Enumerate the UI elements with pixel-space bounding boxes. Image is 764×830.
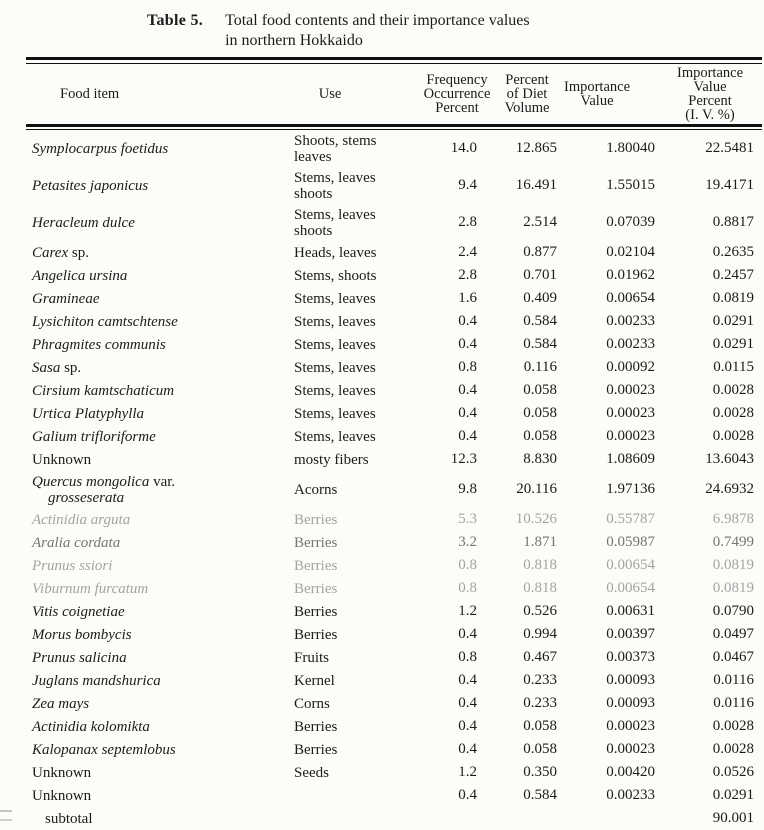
table-caption-line2: in northern Hokkaido bbox=[225, 32, 363, 49]
food-item-cell: Juglans mandshurica bbox=[32, 672, 161, 689]
frequency-occurrence-percent-cell: 0.4 bbox=[458, 672, 477, 688]
importance-value-percent-cell: 0.0028 bbox=[712, 382, 754, 398]
importance-value-cell: 0.00654 bbox=[606, 580, 655, 596]
table-row bbox=[26, 287, 762, 310]
percent-of-diet-volume-cell: 2.514 bbox=[523, 214, 557, 230]
food-item-cell: Gramineae bbox=[32, 290, 100, 307]
importance-value-cell: 1.08609 bbox=[606, 451, 655, 467]
importance-value-cell: 0.00023 bbox=[606, 428, 655, 444]
use-cell: Stems, leaves shoots bbox=[294, 206, 376, 239]
use-cell: Seeds bbox=[294, 764, 329, 781]
importance-value-percent-cell: 0.7499 bbox=[712, 534, 754, 550]
percent-of-diet-volume-cell: 0.818 bbox=[523, 580, 557, 596]
use-cell: Stems, leaves bbox=[294, 313, 376, 330]
percent-of-diet-volume-cell: 0.584 bbox=[523, 313, 557, 329]
table-row bbox=[26, 784, 762, 807]
table-caption-text bbox=[225, 11, 530, 51]
table-number: Table 5. bbox=[147, 12, 204, 29]
use-cell: Berries bbox=[294, 511, 338, 528]
food-item-cell: Unknown bbox=[32, 764, 92, 781]
importance-value-percent-cell: 0.0028 bbox=[712, 405, 754, 421]
table-row bbox=[26, 508, 762, 531]
food-item-cell: Sasa sp. bbox=[32, 359, 82, 376]
percent-of-diet-volume-cell: 1.871 bbox=[523, 534, 557, 550]
use-cell: Berries bbox=[294, 626, 338, 643]
importance-value-cell: 0.05987 bbox=[606, 534, 655, 550]
table-row bbox=[26, 761, 762, 784]
importance-value-cell: 0.00420 bbox=[606, 764, 655, 780]
table-row bbox=[26, 448, 762, 471]
frequency-occurrence-percent-cell: 0.4 bbox=[458, 336, 477, 352]
frequency-occurrence-percent-cell: 0.4 bbox=[458, 718, 477, 734]
table-row bbox=[26, 130, 762, 167]
percent-of-diet-volume-cell: 0.584 bbox=[523, 336, 557, 352]
importance-value-cell: 0.00023 bbox=[606, 382, 655, 398]
importance-value-cell: 0.55787 bbox=[606, 511, 655, 527]
use-cell: Berries bbox=[294, 534, 338, 551]
importance-value-cell: 0.00654 bbox=[606, 557, 655, 573]
table-row bbox=[26, 425, 762, 448]
importance-value-percent-cell: 0.0291 bbox=[712, 787, 754, 803]
percent-of-diet-volume-cell: 0.584 bbox=[523, 787, 557, 803]
importance-value-cell: 0.00023 bbox=[606, 718, 655, 734]
use-cell: Heads, leaves bbox=[294, 244, 377, 261]
percent-of-diet-volume-cell: 0.058 bbox=[523, 382, 557, 398]
food-item-cell: Morus bombycis bbox=[32, 626, 132, 643]
food-item-cell: Zea mays bbox=[32, 695, 90, 712]
importance-value-percent-cell: 0.2635 bbox=[712, 244, 754, 260]
table-row bbox=[26, 600, 762, 623]
table-row bbox=[26, 554, 762, 577]
importance-value-cell: 0.00631 bbox=[606, 603, 655, 619]
percent-of-diet-volume-cell: 0.058 bbox=[523, 741, 557, 757]
percent-of-diet-volume-cell: 0.058 bbox=[523, 428, 557, 444]
use-cell: Stems, leaves bbox=[294, 336, 376, 353]
frequency-occurrence-percent-cell: 0.8 bbox=[458, 580, 477, 596]
percent-of-diet-volume-cell: 20.116 bbox=[516, 481, 557, 497]
food-item-cell: Kalopanax septemlobus bbox=[32, 741, 176, 758]
frequency-occurrence-percent-cell: 0.4 bbox=[458, 313, 477, 329]
frequency-occurrence-percent-cell: 9.4 bbox=[458, 177, 477, 193]
importance-value-percent-cell: 0.0467 bbox=[712, 649, 754, 665]
food-item-cell: Lysichiton camtschtense bbox=[32, 313, 178, 330]
food-item-cell: Unknown bbox=[32, 787, 92, 804]
frequency-occurrence-percent-cell: 12.3 bbox=[450, 451, 477, 467]
table-row bbox=[26, 241, 762, 264]
percent-of-diet-volume-cell: 0.058 bbox=[523, 718, 557, 734]
table-row bbox=[26, 356, 762, 379]
importance-value-cell: 0.00023 bbox=[606, 405, 655, 421]
importance-value-cell: 1.97136 bbox=[606, 481, 655, 497]
use-cell: Stems, leaves shoots bbox=[294, 169, 376, 202]
use-cell: Acorns bbox=[294, 481, 338, 498]
food-item-cell: Carex sp. bbox=[32, 244, 89, 261]
importance-value-percent-cell: 0.0115 bbox=[713, 359, 754, 375]
percent-of-diet-volume-cell: 0.526 bbox=[523, 603, 557, 619]
percent-of-diet-volume-cell: 12.865 bbox=[515, 140, 557, 156]
importance-value-cell: 0.00093 bbox=[606, 695, 655, 711]
food-item-cell: Heracleum dulce bbox=[32, 214, 135, 231]
food-item-cell: Unknown bbox=[32, 451, 92, 468]
food-item-cell: Vitis coignetiae bbox=[32, 603, 125, 620]
frequency-occurrence-percent-cell: 0.8 bbox=[458, 359, 477, 375]
table-row bbox=[26, 264, 762, 287]
frequency-occurrence-percent-cell: 0.4 bbox=[458, 428, 477, 444]
table-header-row bbox=[26, 64, 762, 124]
percent-of-diet-volume-cell: 0.058 bbox=[523, 405, 557, 421]
table-row bbox=[26, 379, 762, 402]
scan-artifact-mark bbox=[0, 810, 12, 821]
importance-value-percent-cell: 0.0028 bbox=[712, 718, 754, 734]
percent-of-diet-volume-cell: 10.526 bbox=[515, 511, 557, 527]
food-item-cell: Petasites japonicus bbox=[32, 177, 149, 194]
food-item-cell: Symplocarpus foetidus bbox=[32, 140, 169, 157]
importance-value-cell: 0.00233 bbox=[606, 787, 655, 803]
food-item-cell: Prunus salicina bbox=[32, 649, 127, 666]
importance-value-cell: 0.00373 bbox=[606, 649, 655, 665]
frequency-occurrence-percent-cell: 0.4 bbox=[458, 626, 477, 642]
importance-value-cell: 0.00233 bbox=[606, 313, 655, 329]
importance-value-cell: 0.00397 bbox=[606, 626, 655, 642]
frequency-occurrence-percent-cell: 0.4 bbox=[458, 741, 477, 757]
column-header-percent-of-diet-volume: Percent of Diet Volume bbox=[504, 71, 550, 116]
percent-of-diet-volume-cell: 0.350 bbox=[523, 764, 557, 780]
percent-of-diet-volume-cell: 8.830 bbox=[523, 451, 557, 467]
frequency-occurrence-percent-cell: 5.3 bbox=[458, 511, 477, 527]
column-header-importance-value: Importance Value bbox=[563, 78, 631, 109]
frequency-occurrence-percent-cell: 0.4 bbox=[458, 405, 477, 421]
table-row bbox=[26, 577, 762, 600]
use-cell: Stems, leaves bbox=[294, 290, 376, 307]
importance-value-cell: 0.01962 bbox=[606, 267, 655, 283]
food-item-cell: Angelica ursina bbox=[32, 267, 128, 284]
food-item-cell: Quercus mongolica var. grosseserata bbox=[32, 473, 176, 506]
table-row bbox=[26, 692, 762, 715]
importance-value-percent-cell: 24.6932 bbox=[705, 481, 754, 497]
importance-value-percent-cell: 0.0819 bbox=[712, 580, 754, 596]
use-cell: Stems, leaves bbox=[294, 359, 376, 376]
frequency-occurrence-percent-cell: 1.6 bbox=[458, 290, 477, 306]
importance-value-cell: 0.00093 bbox=[606, 672, 655, 688]
table-row bbox=[26, 807, 762, 830]
importance-value-percent-cell: 0.0116 bbox=[713, 695, 754, 711]
frequency-occurrence-percent-cell: 0.4 bbox=[458, 787, 477, 803]
frequency-occurrence-percent-cell: 0.4 bbox=[458, 695, 477, 711]
frequency-occurrence-percent-cell: 0.8 bbox=[458, 557, 477, 573]
importance-value-percent-cell: 0.0819 bbox=[712, 557, 754, 573]
importance-value-percent-cell: 0.0028 bbox=[712, 428, 754, 444]
percent-of-diet-volume-cell: 0.233 bbox=[523, 672, 557, 688]
column-header-importance-value-percent: Importance Value Percent (I. V. %) bbox=[676, 64, 744, 123]
frequency-occurrence-percent-cell: 2.4 bbox=[458, 244, 477, 260]
table-caption-line1: Total food contents and their importance values bbox=[225, 12, 530, 29]
food-item-cell: Cirsium kamtschaticum bbox=[32, 382, 175, 399]
percent-of-diet-volume-cell: 16.491 bbox=[515, 177, 557, 193]
table-row bbox=[26, 715, 762, 738]
importance-value-percent-cell: 0.0497 bbox=[712, 626, 754, 642]
importance-value-percent-cell: 0.0790 bbox=[712, 603, 754, 619]
food-item-cell: Aralia cordata bbox=[32, 534, 121, 551]
table-row bbox=[26, 646, 762, 669]
frequency-occurrence-percent-cell: 2.8 bbox=[458, 267, 477, 283]
table-body bbox=[26, 130, 762, 830]
use-cell: Fruits bbox=[294, 649, 330, 666]
importance-value-cell: 0.02104 bbox=[606, 244, 655, 260]
importance-value-percent-cell: 0.8817 bbox=[712, 214, 754, 230]
frequency-occurrence-percent-cell: 3.2 bbox=[458, 534, 477, 550]
importance-value-percent-cell: 13.6043 bbox=[705, 451, 754, 467]
use-cell: Berries bbox=[294, 741, 338, 758]
importance-value-cell: 0.00654 bbox=[606, 290, 655, 306]
importance-value-percent-cell: 90.001 bbox=[712, 810, 754, 826]
percent-of-diet-volume-cell: 0.994 bbox=[523, 626, 557, 642]
frequency-occurrence-percent-cell: 14.0 bbox=[450, 140, 477, 156]
importance-value-cell: 1.80040 bbox=[606, 140, 655, 156]
use-cell: Berries bbox=[294, 718, 338, 735]
importance-value-cell: 0.00023 bbox=[606, 741, 655, 757]
table-row bbox=[26, 669, 762, 692]
table-caption bbox=[147, 11, 530, 51]
table-row bbox=[26, 531, 762, 554]
percent-of-diet-volume-cell: 0.116 bbox=[523, 359, 557, 375]
percent-of-diet-volume-cell: 0.409 bbox=[523, 290, 557, 306]
importance-value-percent-cell: 0.0116 bbox=[713, 672, 754, 688]
use-cell: Stems, leaves bbox=[294, 405, 376, 422]
use-cell: Shoots, stems leaves bbox=[294, 132, 377, 165]
table-row bbox=[26, 333, 762, 356]
percent-of-diet-volume-cell: 0.233 bbox=[523, 695, 557, 711]
importance-value-cell: 0.00092 bbox=[606, 359, 655, 375]
food-item-cell: Viburnum furcatum bbox=[32, 580, 149, 597]
table-row bbox=[26, 738, 762, 761]
use-cell: Berries bbox=[294, 580, 338, 597]
column-header-food-item: Food item bbox=[60, 85, 120, 102]
table-row bbox=[26, 167, 762, 204]
use-cell: Stems, leaves bbox=[294, 382, 376, 399]
frequency-occurrence-percent-cell: 0.8 bbox=[458, 649, 477, 665]
importance-value-cell: 1.55015 bbox=[606, 177, 655, 193]
food-item-cell: Actinidia kolomikta bbox=[32, 718, 150, 735]
food-item-cell: Actinidia arguta bbox=[32, 511, 131, 528]
use-cell: Kernel bbox=[294, 672, 335, 689]
importance-value-percent-cell: 0.2457 bbox=[712, 267, 754, 283]
table-row bbox=[26, 204, 762, 241]
column-header-frequency-occurrence-percent: Frequency Occurrence Percent bbox=[423, 71, 491, 116]
importance-value-percent-cell: 0.0028 bbox=[712, 741, 754, 757]
food-item-cell: Galium trifloriforme bbox=[32, 428, 156, 445]
importance-value-cell: 0.00233 bbox=[606, 336, 655, 352]
food-item-cell: subtotal bbox=[45, 810, 93, 827]
percent-of-diet-volume-cell: 0.701 bbox=[523, 267, 557, 283]
use-cell: Corns bbox=[294, 695, 330, 712]
use-cell: Stems, leaves bbox=[294, 428, 376, 445]
table-row bbox=[26, 310, 762, 333]
importance-value-percent-cell: 19.4171 bbox=[705, 177, 754, 193]
frequency-occurrence-percent-cell: 9.8 bbox=[458, 481, 477, 497]
frequency-occurrence-percent-cell: 1.2 bbox=[458, 764, 477, 780]
data-table bbox=[26, 57, 762, 830]
use-cell: mosty fibers bbox=[294, 451, 369, 468]
importance-value-cell: 0.07039 bbox=[606, 214, 655, 230]
importance-value-percent-cell: 0.0291 bbox=[712, 313, 754, 329]
column-header-use: Use bbox=[318, 85, 342, 102]
frequency-occurrence-percent-cell: 0.4 bbox=[458, 382, 477, 398]
frequency-occurrence-percent-cell: 2.8 bbox=[458, 214, 477, 230]
percent-of-diet-volume-cell: 0.877 bbox=[523, 244, 557, 260]
importance-value-percent-cell: 0.0291 bbox=[712, 336, 754, 352]
frequency-occurrence-percent-cell: 1.2 bbox=[458, 603, 477, 619]
importance-value-percent-cell: 6.9878 bbox=[712, 511, 754, 527]
use-cell: Berries bbox=[294, 603, 338, 620]
use-cell: Stems, shoots bbox=[294, 267, 377, 284]
importance-value-percent-cell: 0.0819 bbox=[712, 290, 754, 306]
importance-value-percent-cell: 0.0526 bbox=[712, 764, 754, 780]
food-item-cell: Prunus ssiori bbox=[32, 557, 113, 574]
table-row bbox=[26, 471, 762, 508]
food-item-cell: Phragmites communis bbox=[32, 336, 166, 353]
percent-of-diet-volume-cell: 0.467 bbox=[523, 649, 557, 665]
food-item-cell: Urtica Platyphylla bbox=[32, 405, 145, 422]
percent-of-diet-volume-cell: 0.818 bbox=[523, 557, 557, 573]
use-cell: Berries bbox=[294, 557, 338, 574]
table-row bbox=[26, 402, 762, 425]
table-row bbox=[26, 623, 762, 646]
importance-value-percent-cell: 22.5481 bbox=[705, 140, 754, 156]
